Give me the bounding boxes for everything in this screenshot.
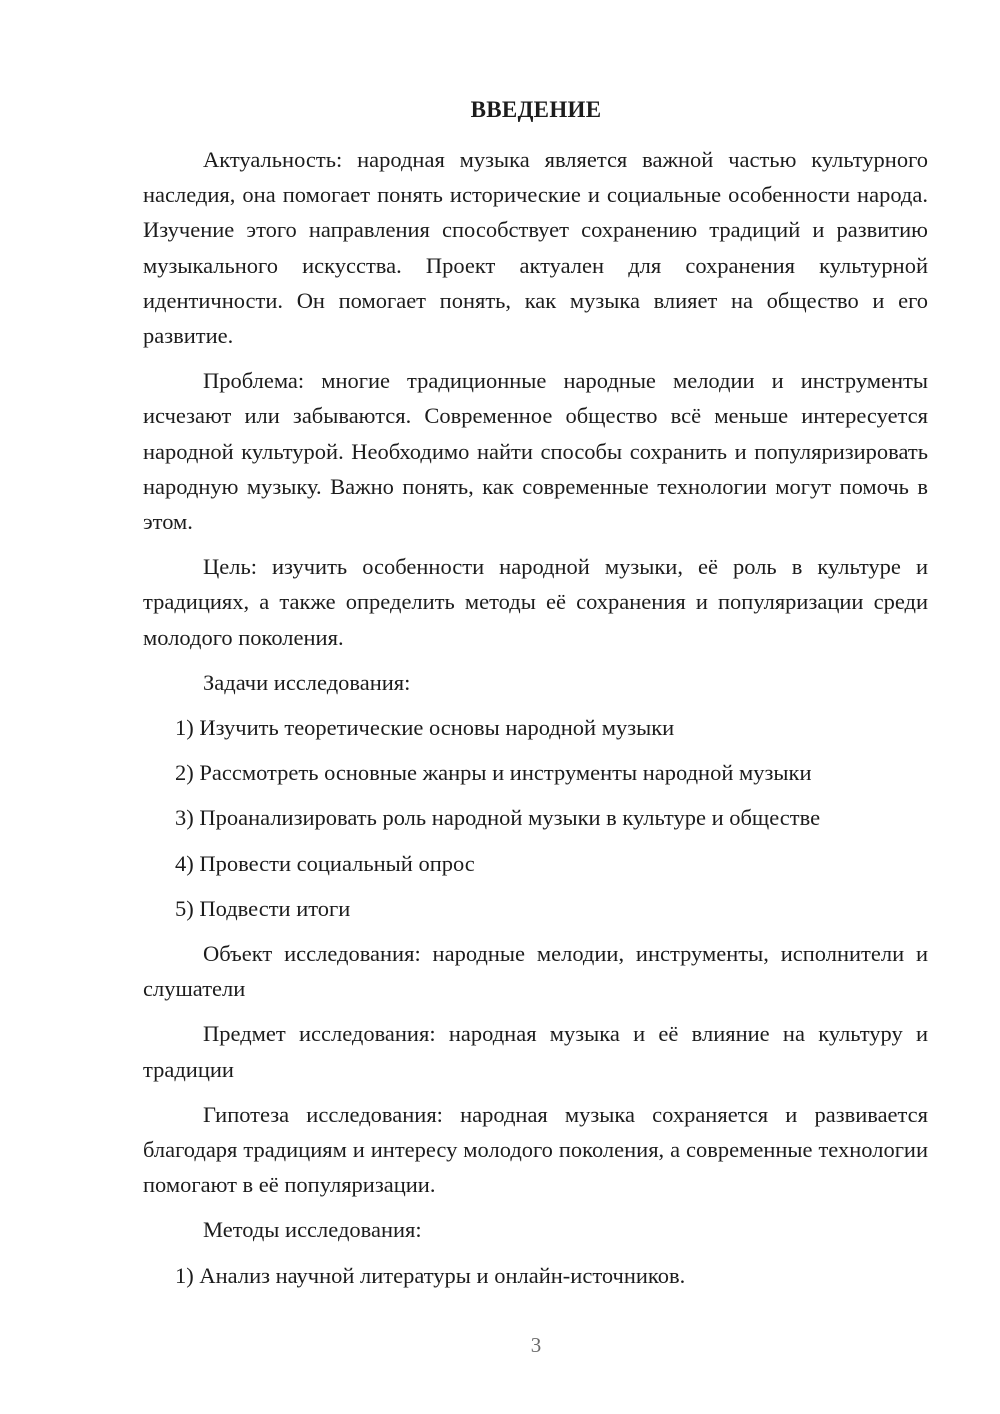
list-item: 5) Подвести итоги (175, 895, 351, 921)
methods-heading: Методы исследования: (203, 1217, 422, 1243)
list-item: 2) Рассмотреть основные жанры и инструменты народной музыки (175, 760, 812, 786)
list-item: 4) Провести социальный опрос (175, 850, 475, 876)
page-title: ВВЕДЕНИЕ (470, 97, 602, 122)
paragraph-goal: Цель: изучить особенности народной музыки, её роль в культуре и традициях, а также определить методы её сохранения и популяризации среди молодого поколения. (143, 554, 928, 650)
list-item: 3) Проанализировать роль народной музыки в культуре и обществе (175, 805, 821, 831)
document-body (143, 142, 928, 1303)
paragraph-problem: Проблема: многие традиционные народные мелодии и инструменты исчезают или забываются. Современное общество всё меньше интересуется народной культурой. Необходимо найти способы сохранить и популяризировать народную музыку. Важно понять, как современные технологии могут помочь в этом. (143, 368, 928, 535)
list-item: 1) Изучить теоретические основы народной музыки (175, 715, 675, 741)
paragraph-relevance: Актуальность: народная музыка является важной частью культурного наследия, она помогает понять исторические и социальные особенности народа. Изучение этого направления способствует сохранению традиций и развитию музыкального искусства. Проект актуален для сохранения культурной идентичности. Он помогает понять, как музыка влияет на общество и его развитие. (143, 147, 928, 349)
paragraph-hypothesis: Гипотеза исследования: народная музыка сохраняется и развивается благодаря традициям и интересу молодого поколения, а современные технологии помогают в её популяризации. (143, 1101, 928, 1198)
paragraph-subject: Предмет исследования: народная музыка и её влияние на культуру и традиции (143, 1021, 928, 1082)
page-number: 3 (530, 1333, 542, 1357)
tasks-heading: Задачи исследования: (203, 669, 411, 695)
paragraph-object: Объект исследования: народные мелодии, инструменты, исполнители и слушатели (143, 941, 928, 1002)
list-item: 1) Анализ научной литературы и онлайн-источников. (175, 1262, 686, 1288)
